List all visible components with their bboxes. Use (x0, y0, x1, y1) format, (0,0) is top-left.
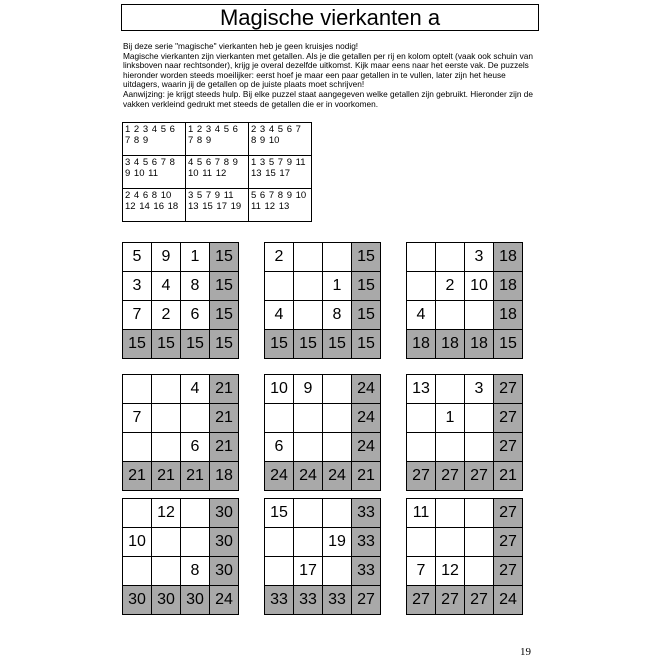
empty-cell[interactable] (323, 557, 352, 586)
given-cell: 6 (265, 433, 294, 462)
sum-cell: 24 (352, 433, 381, 462)
empty-cell[interactable] (323, 404, 352, 433)
empty-cell[interactable] (407, 433, 436, 462)
sum-cell: 18 (407, 330, 436, 359)
intro-line-2: Magische vierkanten zijn vierkanten met getallen. Als je die getallen per rij en kolom optelt (vaak ook schuin van linksboven naar rechtsonder), krijg je overal dezelfde uitkomst. Kijk maar eens naar het eerste vak. De puzzels hieronder worden steeds moeilijker: eerst hoef je maar een paar getallen in te vullen, later zijn het heuse uitdagers, waarin jij de getallen op de juiste plaats moet schrijven! (123, 50, 533, 90)
sum-cell: 30 (181, 586, 210, 615)
empty-cell[interactable] (323, 433, 352, 462)
magic-square-4 (122, 374, 239, 491)
empty-cell[interactable] (265, 404, 294, 433)
sum-cell: 27 (494, 499, 523, 528)
given-cell: 17 (294, 557, 323, 586)
magic-square-1 (122, 242, 239, 359)
hint-cell: 1 2 3 4 5 6 7 8 9 (186, 123, 249, 156)
empty-cell[interactable] (181, 499, 210, 528)
empty-cell[interactable] (436, 499, 465, 528)
sum-cell: 27 (407, 462, 436, 491)
sum-cell: 27 (465, 462, 494, 491)
sum-cell: 33 (323, 586, 352, 615)
given-cell: 8 (323, 301, 352, 330)
given-cell: 12 (436, 557, 465, 586)
sum-cell: 18 (494, 301, 523, 330)
given-cell: 11 (407, 499, 436, 528)
sum-cell: 18 (436, 330, 465, 359)
given-cell: 7 (123, 301, 152, 330)
sum-cell: 21 (352, 462, 381, 491)
page-number: 19 (520, 646, 531, 658)
sum-cell: 21 (494, 462, 523, 491)
sum-cell: 18 (210, 462, 239, 491)
hint-cell: 4 5 6 7 8 9 10 11 12 (186, 156, 249, 189)
empty-cell[interactable] (294, 528, 323, 557)
given-cell: 3 (123, 272, 152, 301)
empty-cell[interactable] (436, 301, 465, 330)
sum-cell: 21 (210, 433, 239, 462)
intro-line-3: Aanwijzing: je krijgt steeds hulp. Bij elke puzzel staat aangegeven welke getallen zijn gebruikt. Hieronder zijn de vakken verkleind gedrukt met steeds de getallen die er in voorkomen. (123, 88, 534, 109)
page-title: Magische vierkanten a (121, 4, 539, 31)
sum-cell: 15 (494, 330, 523, 359)
sum-cell: 30 (210, 499, 239, 528)
sum-cell: 33 (352, 528, 381, 557)
empty-cell[interactable] (436, 433, 465, 462)
sum-cell: 33 (294, 586, 323, 615)
empty-cell[interactable] (123, 557, 152, 586)
given-cell: 8 (181, 557, 210, 586)
given-cell: 10 (265, 375, 294, 404)
sum-cell: 30 (210, 528, 239, 557)
magic-square-2 (264, 242, 381, 359)
hint-cell: 1 2 3 4 5 6 7 8 9 (123, 123, 186, 156)
given-cell: 7 (407, 557, 436, 586)
empty-cell[interactable] (152, 557, 181, 586)
given-cell: 6 (181, 433, 210, 462)
sum-cell: 15 (210, 330, 239, 359)
sum-cell: 15 (352, 272, 381, 301)
magic-square-7 (122, 498, 239, 615)
empty-cell[interactable] (465, 499, 494, 528)
sum-cell: 18 (465, 330, 494, 359)
empty-cell[interactable] (294, 301, 323, 330)
sum-cell: 18 (494, 272, 523, 301)
sum-cell: 27 (494, 528, 523, 557)
sum-cell: 21 (152, 462, 181, 491)
sum-cell: 24 (294, 462, 323, 491)
intro-text (123, 42, 543, 109)
hint-cell: 2 3 4 5 6 7 8 9 10 (249, 123, 312, 156)
empty-cell[interactable] (323, 375, 352, 404)
sum-cell: 27 (494, 433, 523, 462)
magic-square-5 (264, 374, 381, 491)
sum-cell: 15 (123, 330, 152, 359)
sum-cell: 27 (494, 404, 523, 433)
given-cell: 2 (152, 301, 181, 330)
sum-cell: 27 (352, 586, 381, 615)
empty-cell[interactable] (152, 404, 181, 433)
empty-cell[interactable] (123, 433, 152, 462)
empty-cell[interactable] (465, 557, 494, 586)
sum-cell: 30 (210, 557, 239, 586)
empty-cell[interactable] (465, 433, 494, 462)
sum-cell: 15 (265, 330, 294, 359)
empty-cell[interactable] (123, 499, 152, 528)
given-cell: 7 (123, 404, 152, 433)
sum-cell: 33 (352, 557, 381, 586)
sum-cell: 30 (152, 586, 181, 615)
given-cell: 9 (294, 375, 323, 404)
sum-cell: 27 (494, 375, 523, 404)
sum-cell: 21 (210, 375, 239, 404)
magic-square-8 (264, 498, 381, 615)
given-cell: 1 (181, 243, 210, 272)
sum-cell: 21 (181, 462, 210, 491)
sum-cell: 33 (265, 586, 294, 615)
empty-cell[interactable] (294, 272, 323, 301)
given-cell: 3 (465, 375, 494, 404)
empty-cell[interactable] (436, 528, 465, 557)
empty-cell[interactable] (265, 528, 294, 557)
empty-cell[interactable] (407, 243, 436, 272)
sum-cell: 15 (152, 330, 181, 359)
given-cell: 2 (436, 272, 465, 301)
sum-cell: 27 (436, 462, 465, 491)
given-cell: 3 (465, 243, 494, 272)
given-cell: 5 (123, 243, 152, 272)
sum-cell: 15 (352, 330, 381, 359)
empty-cell[interactable] (323, 499, 352, 528)
empty-cell[interactable] (152, 528, 181, 557)
empty-cell[interactable] (294, 499, 323, 528)
empty-cell[interactable] (323, 243, 352, 272)
sum-cell: 24 (352, 375, 381, 404)
hint-cell: 5 6 7 8 9 10 11 12 13 (249, 189, 312, 222)
hint-cell: 2 4 6 8 10 12 14 16 18 (123, 189, 186, 222)
given-cell: 4 (152, 272, 181, 301)
given-cell: 4 (181, 375, 210, 404)
empty-cell[interactable] (407, 404, 436, 433)
given-cell: 10 (465, 272, 494, 301)
empty-cell[interactable] (294, 433, 323, 462)
empty-cell[interactable] (152, 433, 181, 462)
sum-cell: 15 (352, 243, 381, 272)
empty-cell[interactable] (407, 272, 436, 301)
magic-square-9 (406, 498, 523, 615)
sum-cell: 27 (494, 557, 523, 586)
sum-cell: 24 (210, 586, 239, 615)
empty-cell[interactable] (465, 528, 494, 557)
empty-cell[interactable] (265, 557, 294, 586)
hint-table (122, 122, 312, 222)
sum-cell: 24 (323, 462, 352, 491)
sum-cell: 24 (494, 586, 523, 615)
empty-cell[interactable] (465, 404, 494, 433)
sum-cell: 24 (265, 462, 294, 491)
sum-cell: 15 (294, 330, 323, 359)
empty-cell[interactable] (436, 375, 465, 404)
given-cell: 4 (407, 301, 436, 330)
sum-cell: 18 (494, 243, 523, 272)
empty-cell[interactable] (294, 243, 323, 272)
given-cell: 1 (323, 272, 352, 301)
empty-cell[interactable] (294, 404, 323, 433)
given-cell: 2 (265, 243, 294, 272)
empty-cell[interactable] (181, 528, 210, 557)
empty-cell[interactable] (152, 375, 181, 404)
empty-cell[interactable] (265, 272, 294, 301)
sum-cell: 15 (181, 330, 210, 359)
given-cell: 6 (181, 301, 210, 330)
sum-cell: 15 (210, 272, 239, 301)
sum-cell: 24 (352, 404, 381, 433)
given-cell: 1 (436, 404, 465, 433)
given-cell: 12 (152, 499, 181, 528)
given-cell: 10 (123, 528, 152, 557)
sum-cell: 27 (407, 586, 436, 615)
given-cell: 4 (265, 301, 294, 330)
sum-cell: 21 (210, 404, 239, 433)
empty-cell[interactable] (436, 243, 465, 272)
hint-cell: 1 3 5 7 9 11 13 15 17 (249, 156, 312, 189)
intro-line-1: Bij deze serie "magische" vierkanten heb je geen kruisjes nodig! (123, 41, 359, 51)
sum-cell: 30 (123, 586, 152, 615)
empty-cell[interactable] (407, 528, 436, 557)
given-cell: 8 (181, 272, 210, 301)
magic-square-6 (406, 374, 523, 491)
hint-cell: 3 4 5 6 7 8 9 10 11 (123, 156, 186, 189)
empty-cell[interactable] (181, 404, 210, 433)
given-cell: 15 (265, 499, 294, 528)
sum-cell: 15 (352, 301, 381, 330)
given-cell: 19 (323, 528, 352, 557)
given-cell: 13 (407, 375, 436, 404)
sum-cell: 27 (436, 586, 465, 615)
empty-cell[interactable] (465, 301, 494, 330)
sum-cell: 27 (465, 586, 494, 615)
sum-cell: 21 (123, 462, 152, 491)
given-cell: 9 (152, 243, 181, 272)
magic-square-3 (406, 242, 523, 359)
empty-cell[interactable] (123, 375, 152, 404)
sum-cell: 33 (352, 499, 381, 528)
sum-cell: 15 (323, 330, 352, 359)
sum-cell: 15 (210, 243, 239, 272)
sum-cell: 15 (210, 301, 239, 330)
hint-cell: 3 5 7 9 11 13 15 17 19 (186, 189, 249, 222)
